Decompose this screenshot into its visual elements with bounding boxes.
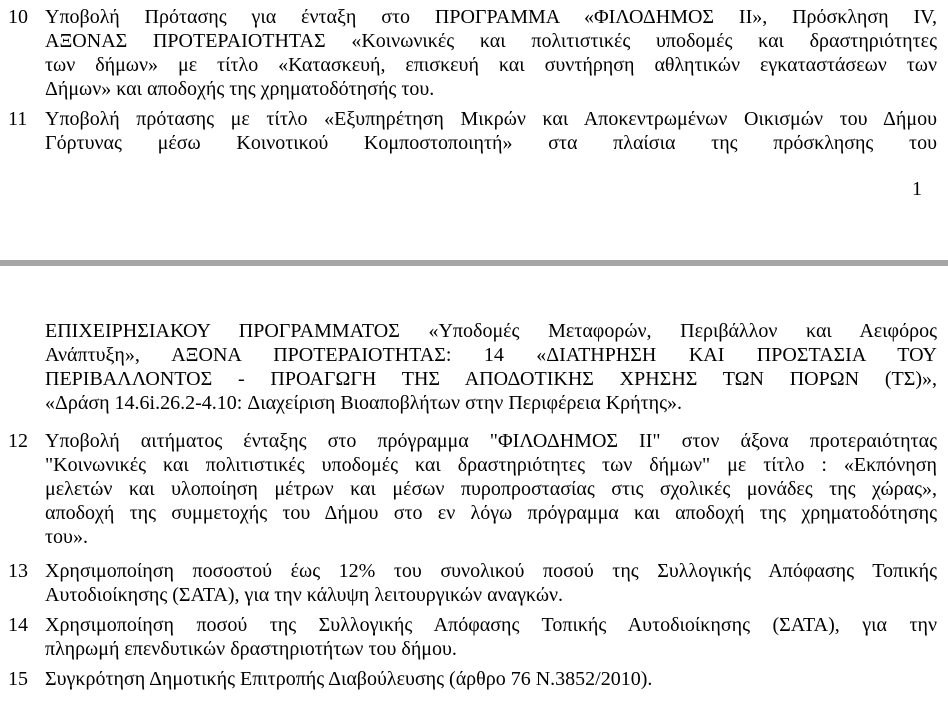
item-text-line: αποδοχή της συμμετοχής του Δήμου στο εν λόγω πρόγραμμα και αποδοχή της χρηματοδότησης	[45, 502, 937, 524]
document-page-bottom	[0, 272, 948, 702]
item-text-line: των δήμων» με τίτλο «Κατασκευή, επισκευή και συντήρηση αθλητικών εγκαταστάσεων των	[45, 54, 937, 76]
item-text-line: πληρωμή επενδυτικών δραστηριοτήτων του δήμου.	[45, 638, 457, 660]
item-text-line: Χρησιμοποίηση ποσού της Συλλογικής Απόφασης Τοπικής Αυτοδιοίκησης (ΣΑΤΑ), για την	[45, 614, 937, 636]
item-text-line: ΕΠΙΧΕΙΡΗΣΙΑΚΟΥ ΠΡΟΓΡΑΜΜΑΤΟΣ «Υποδομές Μεταφορών, Περιβάλλον και Αειφόρος	[45, 320, 937, 342]
item-text-line: "Κοινωνικές και πολιτιστικές υποδομές και δραστηριότητες των δήμων" με τίτλο : «Εκπόνηση	[45, 454, 937, 476]
item-text-line: μελετών και υλοποίηση μέτρων και μέσων πυροπροστασίας στις σχολικές μονάδες της χώρας»,	[45, 478, 937, 500]
item-text-line: Υποβολή πρότασης με τίτλο «Εξυπηρέτηση Μικρών και Αποκεντρωμένων Οικισμών του Δήμου	[45, 108, 937, 130]
item-text-line: Υποβολή Πρότασης για ένταξη στο ΠΡΟΓΡΑΜΜΑ «ΦΙΛΟΔΗΜΟΣ ΙΙ», Πρόσκληση IV,	[45, 6, 937, 28]
page-number: 1	[912, 178, 922, 200]
item-text-line: ΑΞΟΝΑΣ ΠΡΟΤΕΡΑΙΟΤΗΤΑΣ «Κοινωνικές και πολιτιστικές υποδομές και δραστηριότητες	[45, 30, 937, 52]
item-number: 12	[8, 430, 28, 452]
item-text-line: ΠΕΡΙΒΑΛΛΟΝΤΟΣ - ΠΡΟΑΓΩΓΗ ΤΗΣ ΑΠΟΔΟΤΙΚΗΣ ΧΡΗΣΗΣ ΤΩΝ ΠΟΡΩΝ (ΤΣ)»,	[45, 368, 937, 390]
item-number: 15	[8, 668, 28, 690]
item-text-line: «Δράση 14.6i.26.2-4.10: Διαχείριση Βιοαποβλήτων στην Περιφέρεια Κρήτης».	[45, 392, 683, 414]
item-text-line: Δήμων» και αποδοχής της χρηματοδότησής του.	[45, 78, 435, 100]
item-number: 13	[8, 560, 28, 582]
item-text-line: Συγκρότηση Δημοτικής Επιτροπής Διαβούλευσης (άρθρο 76 Ν.3852/2010).	[45, 668, 653, 690]
item-text-line: του».	[45, 526, 88, 548]
page-separator	[0, 258, 948, 272]
item-number: 11	[8, 108, 28, 130]
item-number: 10	[8, 6, 28, 28]
document-page-top	[0, 0, 948, 258]
item-text-line: Υποβολή αιτήματος ένταξης στο πρόγραμμα "ΦΙΛΟΔΗΜΟΣ ΙΙ" στον άξονα προτεραιότητας	[45, 430, 937, 452]
item-text-line: Αυτοδιοίκησης (ΣΑΤΑ), για την κάλυψη λειτουργικών αναγκών.	[45, 584, 564, 606]
item-number: 14	[8, 614, 28, 636]
item-text-line: Ανάπτυξη», ΑΞΟΝΑ ΠΡΟΤΕΡΑΙΟΤΗΤΑΣ: 14 «ΔΙΑΤΗΡΗΣΗ ΚΑΙ ΠΡΟΣΤΑΣΙΑ ΤΟΥ	[45, 344, 937, 366]
page-break-bar	[0, 260, 948, 266]
item-text-line: Γόρτυνας μέσω Κοινοτικού Κομποστοποιητή» στα πλαίσια της πρόσκλησης του	[45, 132, 937, 154]
item-text-line: Χρησιμοποίηση ποσοστού έως 12% του συνολικού ποσού της Συλλογικής Απόφασης Τοπικής	[45, 560, 937, 582]
